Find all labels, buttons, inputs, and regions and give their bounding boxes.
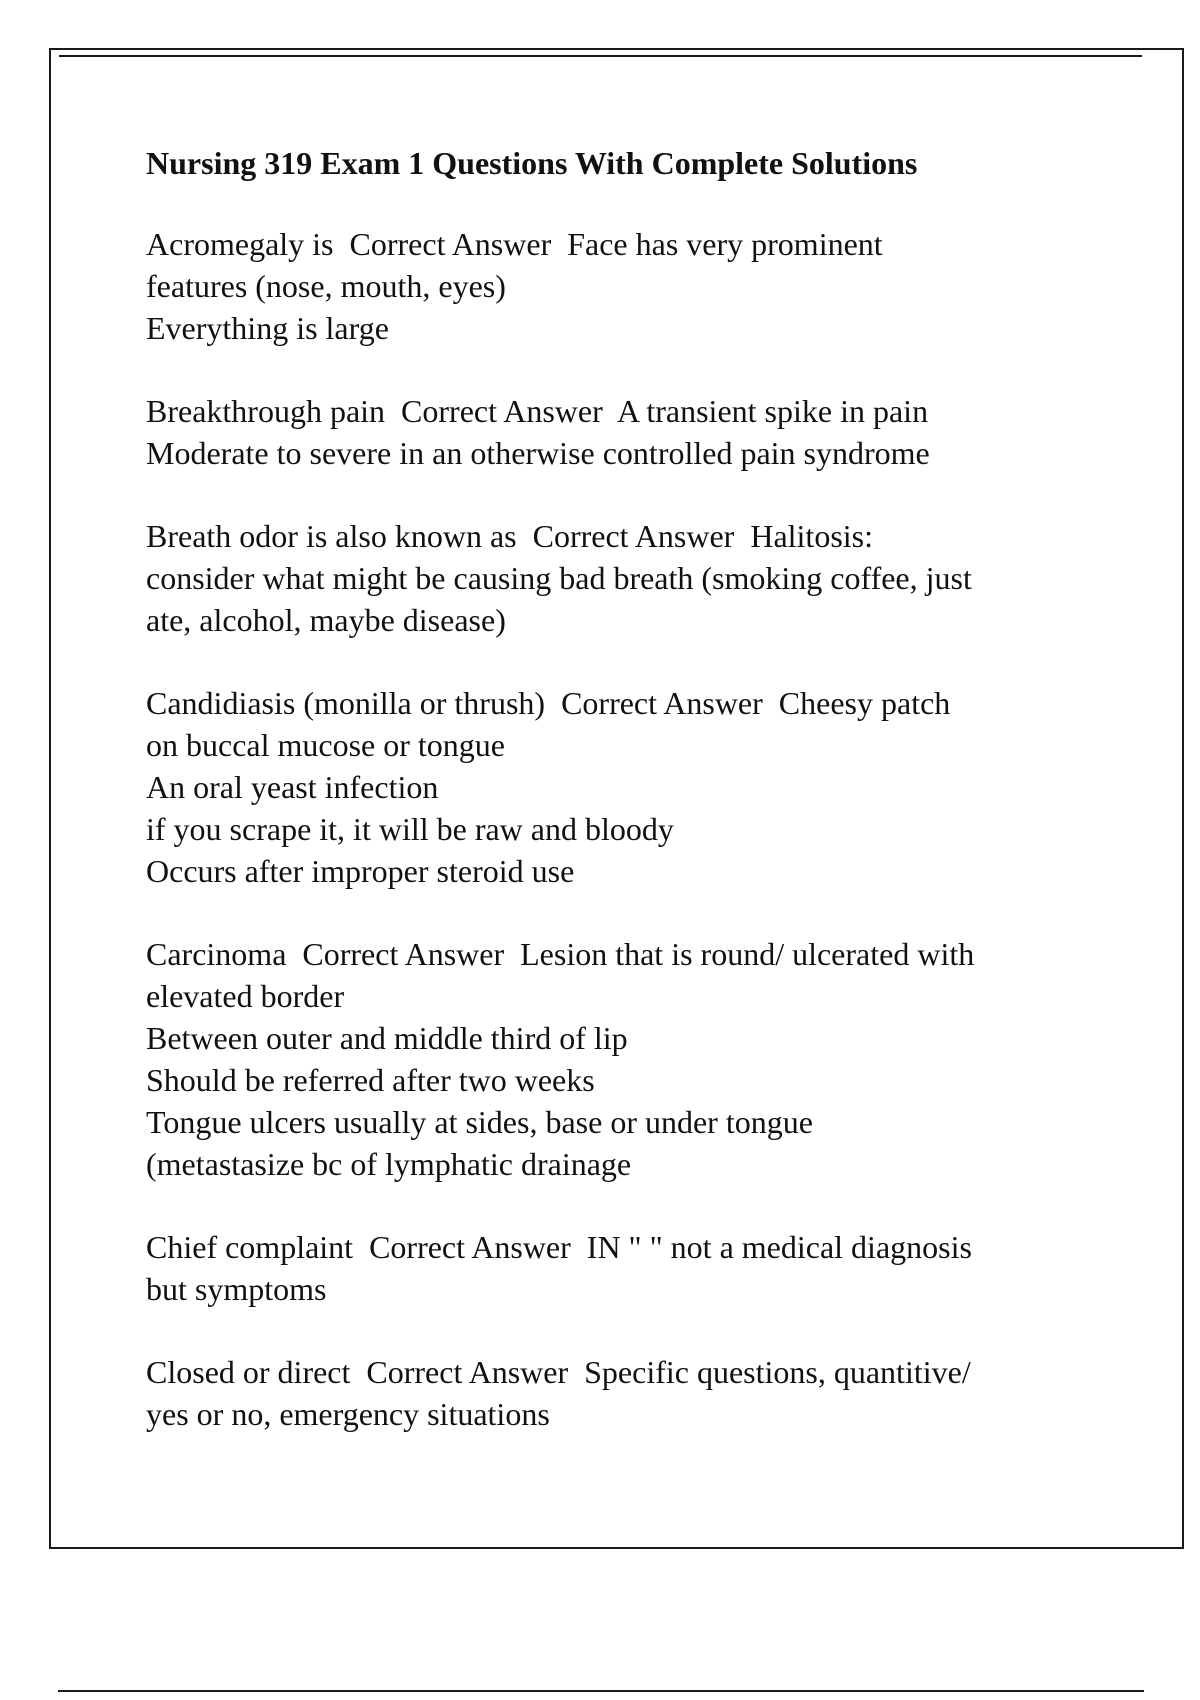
qa-line: if you scrape it, it will be raw and bloody	[146, 811, 674, 847]
qa-line: An oral yeast infection	[146, 769, 439, 805]
bottom-rule	[58, 1690, 1144, 1692]
qa-line: yes or no, emergency situations	[146, 1396, 550, 1432]
qa-line: Occurs after improper steroid use	[146, 853, 575, 889]
qa-line: Candidiasis (monilla or thrush) Correct Answer Cheesy patch	[146, 685, 951, 721]
document-content	[146, 142, 1096, 1476]
qa-line: Closed or direct Correct Answer Specific questions, quantitive/	[146, 1354, 971, 1390]
qa-line: on buccal mucose or tongue	[146, 727, 505, 763]
qa-line: Breath odor is also known as Correct Answer Halitosis:	[146, 518, 873, 554]
qa-line: Carcinoma Correct Answer Lesion that is round/ ulcerated with	[146, 936, 975, 972]
qa-entry-chief-complaint	[146, 1226, 1096, 1310]
qa-entry-acromegaly	[146, 223, 1096, 349]
qa-line: Everything is large	[146, 310, 389, 346]
document-title: Nursing 319 Exam 1 Questions With Complete Solutions	[146, 145, 918, 181]
qa-line: Moderate to severe in an otherwise controlled pain syndrome	[146, 435, 930, 471]
qa-entry-closed-or-direct	[146, 1351, 1096, 1435]
qa-line: consider what might be causing bad breath (smoking coffee, just	[146, 560, 972, 596]
qa-line: Tongue ulcers usually at sides, base or under tongue	[146, 1104, 813, 1140]
qa-line: Between outer and middle third of lip	[146, 1020, 628, 1056]
top-rule	[59, 55, 1142, 57]
qa-line: but symptoms	[146, 1271, 327, 1307]
qa-entry-candidiasis	[146, 682, 1096, 892]
qa-line: Chief complaint Correct Answer IN " " not a medical diagnosis	[146, 1229, 972, 1265]
qa-entry-carcinoma	[146, 933, 1096, 1185]
qa-line: Should be referred after two weeks	[146, 1062, 595, 1098]
qa-entry-breath-odor	[146, 515, 1096, 641]
qa-line: ate, alcohol, maybe disease)	[146, 602, 506, 638]
qa-line: features (nose, mouth, eyes)	[146, 268, 506, 304]
qa-entry-breakthrough-pain	[146, 390, 1096, 474]
qa-line: (metastasize bc of lymphatic drainage	[146, 1146, 632, 1182]
qa-line: Breakthrough pain Correct Answer A transient spike in pain	[146, 393, 929, 429]
qa-line: Acromegaly is Correct Answer Face has very prominent	[146, 226, 883, 262]
qa-line: elevated border	[146, 978, 345, 1014]
